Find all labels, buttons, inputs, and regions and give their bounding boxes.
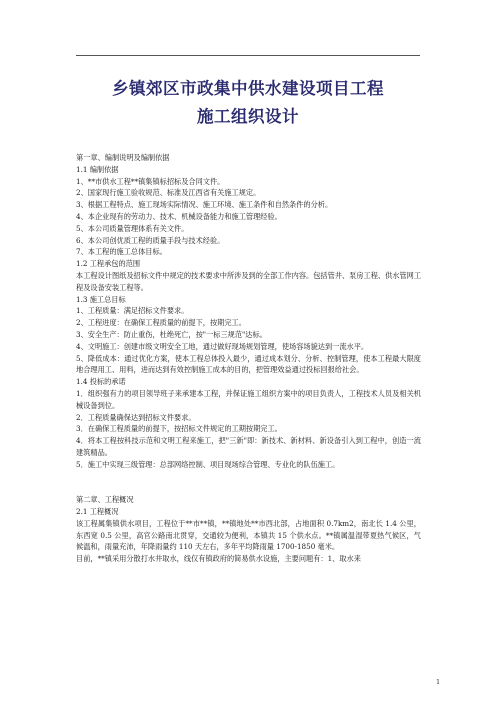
list-item: 2、国家现行施工验收规范、标准及江西省有关施工规定。 [76, 188, 261, 198]
list-item: 7、本工程的施工总体目标。 [76, 247, 167, 257]
section-heading: 1.2 工程承包的范围 [76, 259, 141, 269]
list-item: 5、降低成本：通过优化方案，使本工程总体投入最少，通过成本划分、分析、控制管理，使本工程最大限度地合理用工、用料，进而达到有效控制施工成本的目的，把管理效益通过投标回报给社会。 [76, 353, 421, 375]
list-item: 4．将本工程按科技示范和文明工程来施工，把"三新"即：新技术、新材料、新设备引入到工程中，创造一流建筑精品。 [76, 436, 421, 457]
list-item: 3．在确保工程质量的前提下，按招标文件规定的工期按期完工。 [76, 424, 282, 434]
list-item: 2．工程质量确保达到招标文件要求。 [76, 412, 196, 422]
list-item: 2、工程进度：在确保工程质量的前提下，按期完工。 [76, 318, 246, 328]
section-heading: 1.1 编制依据 [76, 164, 119, 174]
list-item: 3、根据工程特点、施工现场实际情况、施工环境、施工条件和自然条件的分析。 [76, 200, 333, 210]
list-item: 5．施工中实现三级管理：总部网络控制、项目现场综合管理、专业化的队伍施工。 [76, 459, 340, 469]
list-item: 4、本企业现有的劳动力、技术、机械设备能力和施工管理经验。 [76, 211, 282, 221]
list-item: 5、本公司质量管理体系有关文件。 [76, 223, 189, 233]
document-body [76, 152, 421, 565]
section-heading: 1.3 施工总目标 [76, 294, 126, 304]
list-item: 1、工程质量：满足招标文件要求。 [76, 306, 189, 316]
list-item: 3、安全生产：防止重伤，杜绝死亡，按"一标三规范"达标。 [76, 329, 267, 339]
paragraph: 本工程设计图纸及招标文件中规定的技术要求中所涉及到的全部工作内容。包括管井、泵房工程、供水管网工程及设备安装工程等。 [76, 270, 421, 292]
list-item: 4、文明施工：创建市级文明安全工地，通过做好现场规划管理，使场容场貌达到一流水平。 [76, 341, 369, 351]
document-title: 乡镇郊区市政集中供水建设项目工程 [112, 79, 384, 98]
chapter-heading: 第一章、编制说明及编制依据 [76, 153, 170, 162]
list-item: 1、**市供水工程**镇集镇标招标及合同文件。 [76, 176, 225, 186]
list-item: 1．组织强有力的项目领导班子来承建本工程，并保证施工组织方案中的项目负责人，工程技术人员及相关机械设备到位。 [76, 388, 421, 410]
list-item: 6、本公司创优质工程的质量手段与技术经验。 [76, 235, 225, 245]
section-heading: 2.1 工程概况 [76, 506, 119, 516]
header-rule [76, 55, 420, 56]
paragraph: 该工程属集镇供水项目，工程位于**市**镇，**镇地处**市西北部，占地面积 0.7km2，南北长 1.4 公里，东西宽 0.5 公里，高官公路南北贯穿，交通较为便利，本镇共 15 个供水点。**镇属温湿带夏热气候区，气候温和，雨量充沛，年降雨量约 110 天左右，多年平均降雨量 1700-1850 毫米。 [76, 518, 421, 552]
document-subtitle: 施工组织设计 [197, 107, 299, 126]
page-number: 1 [436, 678, 441, 686]
paragraph: 目前，**镇采用分散打水井取水，线仅有镇政府的简易供水设施，主要问题有：1、取水来 [76, 554, 361, 564]
chapter-heading: 第二章、工程概况 [76, 495, 134, 505]
section-heading: 1.4 投标的承诺 [76, 377, 126, 387]
